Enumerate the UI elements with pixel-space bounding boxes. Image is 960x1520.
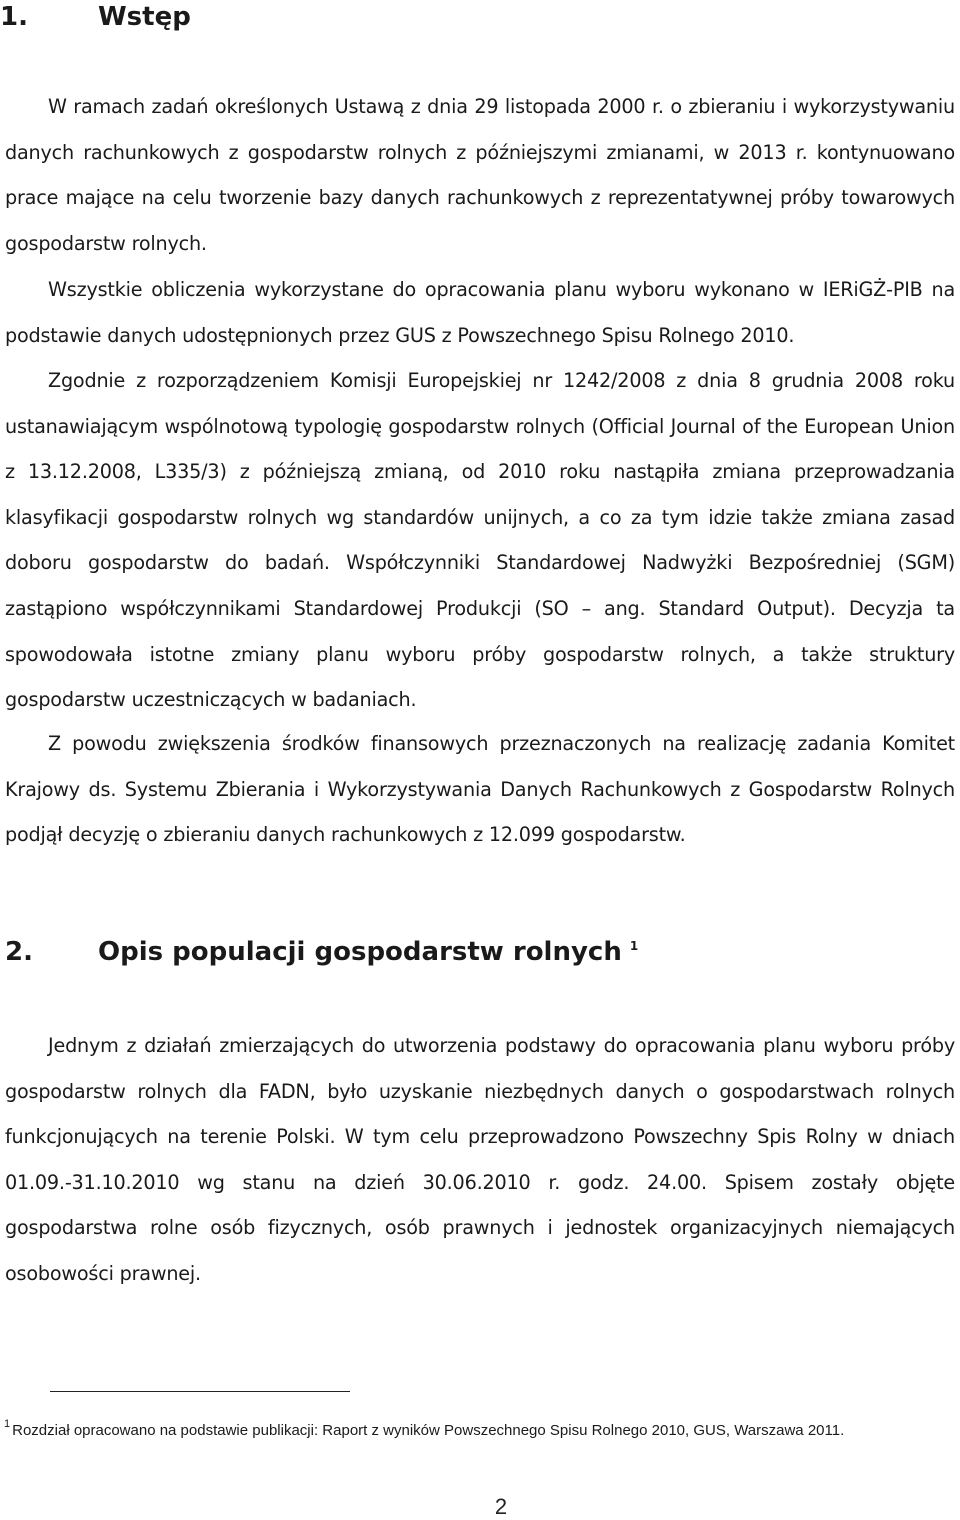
section-2-title (98, 935, 638, 969)
section-1-title: Wstęp (98, 2, 191, 32)
paragraph-2 (5, 267, 955, 358)
footnote-mark: 1 (4, 1418, 11, 1430)
paragraph-2-text: Wszystkie obliczenia wykorzystane do opracowania planu wyboru wykonano w IERiGŻ-PIB na podstawie danych udostępnionych przez GUS z Powszechnego Spisu Rolnego 2010. (5, 278, 955, 347)
footnote-reference: 1 (629, 939, 639, 953)
paragraph-3-text: Zgodnie z rozporządzeniem Komisji Europejskiej nr 1242/2008 z dnia 8 grudnia 2008 roku ustanawiającym wspólnotową typologię gospodarstw rolnych (Official Journal of the European Union z 13.12.2008, L335/3) z późniejszą zmianą, od 2010 roku nastąpiła zmiana przeprowadzania klasyfikacji gospodarstw rolnych wg standardów unijnych, a co za tym idzie także zmiana zasad doboru gospodarstw do badań. Współczynniki Standardowej Nadwyżki Bezpośredniej (SGM) zastąpiono współczynnikami Standardowej Produkcji (SO – ang. Standard Output). Decyzja ta spowodowała istotne zmiany planu wyboru próby gospodarstw rolnych, a także struktury gospodarstw uczestniczących w badaniach. (5, 369, 955, 712)
paragraph-4 (5, 721, 955, 858)
page-number: 2 (494, 1494, 508, 1519)
section-2-title-text: Opis populacji gospodarstw rolnych (98, 937, 622, 967)
paragraph-5-text: Jednym z działań zmierzających do utworzenia podstawy do opracowania planu wyboru próby gospodarstw rolnych dla FADN, było uzyskanie niezbędnych danych o gospodarstwach rolnych funkcjonujących na terenie Polski. W tym celu przeprowadzono Powszechny Spis Rolny w dniach 01.09.-31.10.2010 wg stanu na dzień 30.06.2010 r. godz. 24.00. Spisem zostały objęte gospodarstwa rolne osób fizycznych, osób prawnych i jednostek organizacyjnych niemających osobowości prawnej. (5, 1034, 955, 1285)
footnote-text: Rozdział opracowano na podstawie publikacji: Raport z wyników Powszechnego Spisu Rolnego 2010, GUS, Warszawa 2011. (12, 1422, 845, 1439)
paragraph-4-text: Z powodu zwiększenia środków finansowych przeznaczonych na realizację zadania Komitet Krajowy ds. Systemu Zbierania i Wykorzystywania Danych Rachunkowych z Gospodarstw Rolnych podjął decyzję o zbieraniu danych rachunkowych z 12.099 gospodarstw. (5, 732, 955, 847)
section-1-number: 1. (0, 2, 28, 32)
footnote (4, 1418, 954, 1439)
paragraph-1 (5, 84, 955, 266)
section-2-heading (0, 935, 639, 969)
paragraph-3 (5, 358, 955, 723)
section-2-number: 2. (5, 937, 33, 967)
paragraph-1-text: W ramach zadań określonych Ustawą z dnia 29 listopada 2000 r. o zbieraniu i wykorzystywaniu danych rachunkowych z gospodarstw rolnych z późniejszymi zmianami, w 2013 r. kontynuowano prace mające na celu tworzenie bazy danych rachunkowych z reprezentatywnej próby towarowych gospodarstw rolnych. (5, 95, 955, 255)
section-1-heading (0, 0, 191, 34)
footnote-separator (50, 1391, 350, 1392)
paragraph-5 (5, 1023, 955, 1297)
